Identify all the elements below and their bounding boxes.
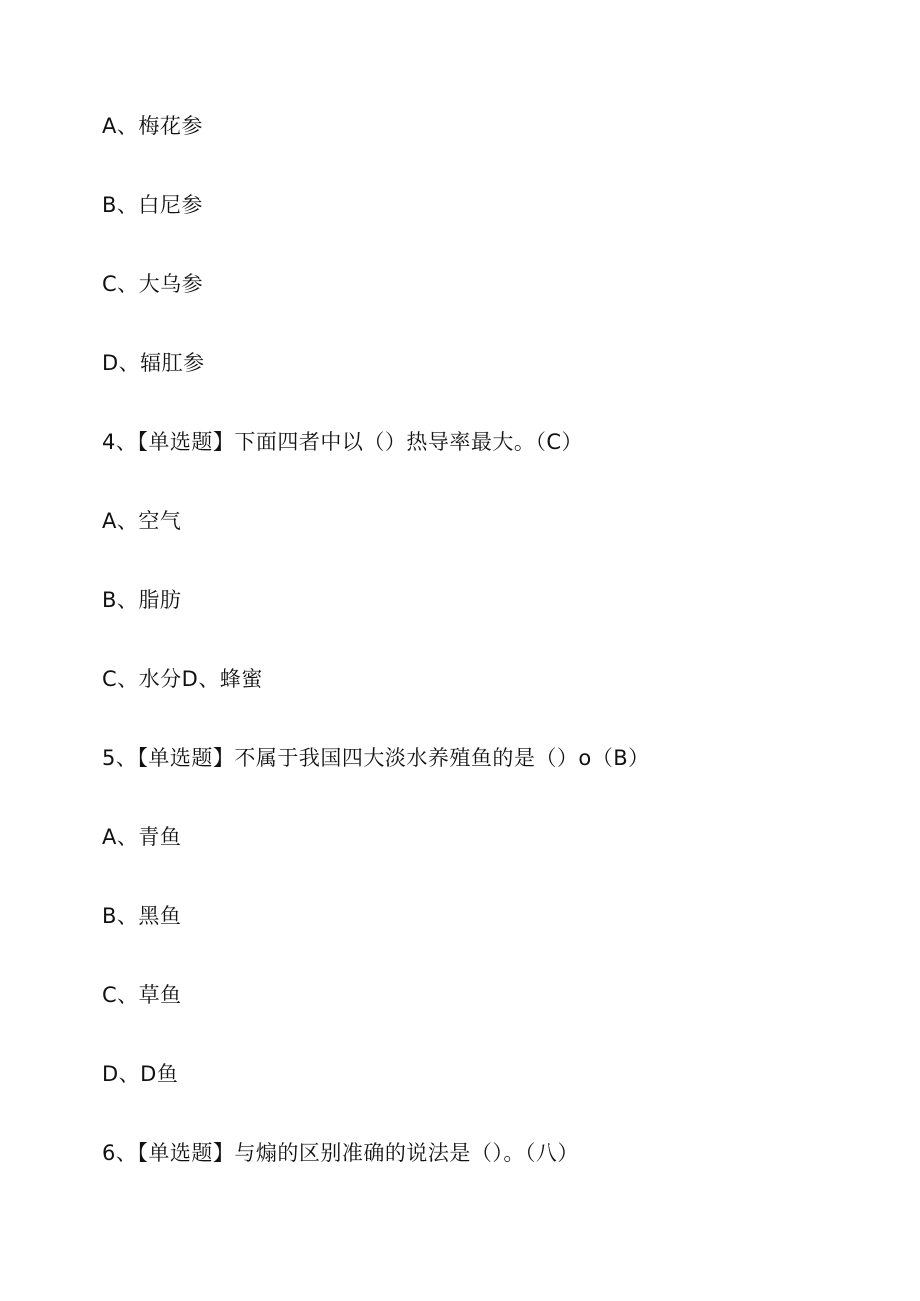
- option-a-q5: A、青鱼: [102, 825, 182, 849]
- option-d-q5: D、D鱼: [102, 1062, 179, 1086]
- question-5: 5、【单选题】不属于我国四大淡水养殖鱼的是（）o（B）: [102, 746, 650, 770]
- option-a-q3: A、梅花参: [102, 114, 203, 138]
- option-b-q4: B、脂肪: [102, 588, 182, 612]
- option-a-q4: A、空气: [102, 509, 182, 533]
- option-c-q3: C、大乌参: [102, 272, 204, 296]
- option-d-q3: D、辐肛参: [102, 351, 205, 375]
- option-cd-q4: C、水分D、蜂蜜: [102, 667, 263, 691]
- question-6: 6、【单选题】与煽的区别准确的说法是（）。（八）: [102, 1141, 579, 1165]
- question-4: 4、【单选题】下面四者中以（）热导率最大。（C）: [102, 430, 584, 454]
- option-b-q5: B、黑鱼: [102, 904, 182, 928]
- option-b-q3: B、白尼参: [102, 193, 203, 217]
- option-c-q5: C、草鱼: [102, 983, 182, 1007]
